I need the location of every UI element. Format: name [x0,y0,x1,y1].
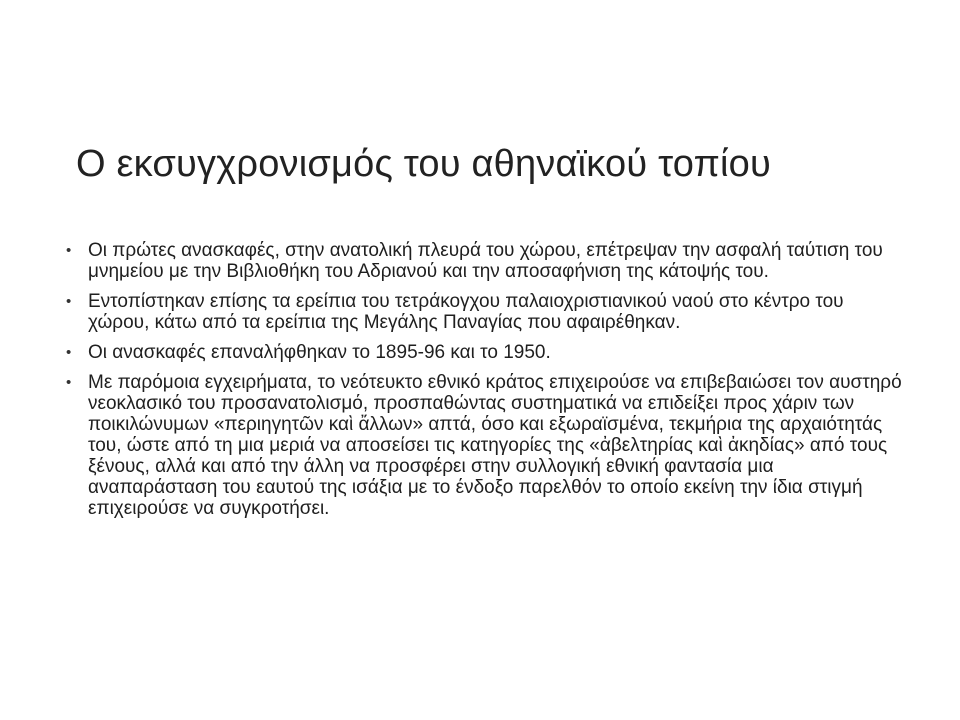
slide-title: Ο εκσυγχρονισμός του αθηναϊκού τοπίου [76,143,771,185]
bullet-dot-icon: • [66,293,72,310]
bullet-text: Με παρόμοια εγχειρήματα, το νεότευκτο εθνικό κράτος επιχειρούσε να επιβεβαιώσει τον αυστηρό νεοκλασικό του προσανατολισμό, προσπαθώντας συστηματικά να επιδείξει προς χάριν των ποικιλώνυμων «περιηγητῶν καὶ ἄλλων» απτά, όσο και εξωραϊσμένα, τεκμήρια της αρχαιότητάς του, ώστε από τη μια μεριά να αποσείσει τις κατηγορίες της «ἀβελτηρίας καὶ ἀκηδίας» από τους ξένους, αλλά και από την άλλη να προσφέρει στην συλλογική εθνική φαντασία μια αναπαράσταση του εαυτού της ισάξια με το ένδοξο παρελθόν το οποίο εκείνη την ίδια στιγμή επιχειρούσε να συγκροτήσει. [88,372,902,519]
bullet-dot-icon: • [66,242,72,259]
bullet-text: Οι ανασκαφές επαναλήφθηκαν το 1895-96 και το 1950. [88,342,551,363]
bullet-list [66,240,906,528]
bullet-item [66,342,906,363]
bullet-text: Εντοπίστηκαν επίσης τα ερείπια του τετράκογχου παλαιοχριστιανικού ναού στο κέντρο του χώρου, κάτω από τα ερείπια της Μεγάλης Παναγίας που αφαιρέθηκαν. [88,291,844,333]
bullet-item [66,372,906,519]
bullet-item [66,240,906,282]
bullet-text: Οι πρώτες ανασκαφές, στην ανατολική πλευρά του χώρου, επέτρεψαν την ασφαλή ταύτιση του μνημείου με την Βιβλιοθήκη του Αδριανού και την αποσαφήνιση της κάτοψής του. [88,240,883,282]
bullet-dot-icon: • [66,344,72,361]
bullet-dot-icon: • [66,374,72,391]
bullet-item [66,291,906,333]
